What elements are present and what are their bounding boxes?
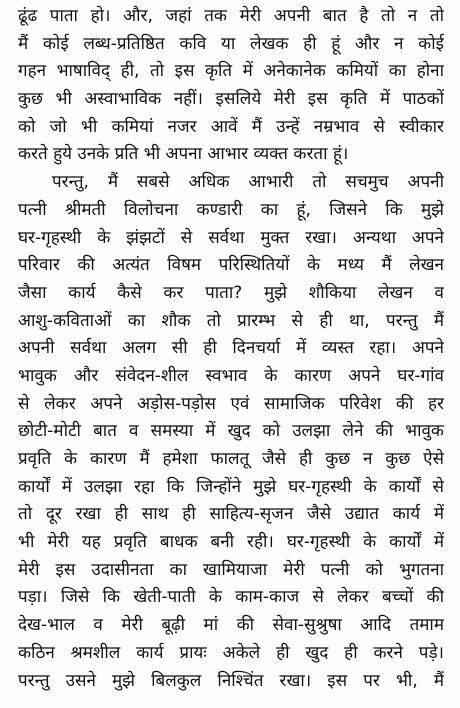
text-line: घर-गृहस्थी के झंझटों से सर्वथा मुक्त रखा। अन्यथा अपने bbox=[18, 227, 444, 248]
text-line: प्रवृति के कारण मैं हमेशा फालतू जैसे ही कुछ न कुछ ऐसे bbox=[18, 449, 444, 469]
text-line: मेरी इस उदासीनता का खामियाजा मेरी पत्नी को भुगतना bbox=[18, 559, 444, 580]
text-line: अपनी सर्वथा अलग सी ही दिनचर्या में व्यस्त रहा। अपने bbox=[18, 338, 444, 359]
text-line: जैसा कार्य कैसे कर पाता? मुझे शौकिया लेखन व bbox=[18, 282, 444, 303]
text-line: से लेकर अपने अड़ोस-पड़ोस एवं सामाजिक परिवेश की हर bbox=[18, 393, 444, 414]
text-line: गहन भाषाविद् ही, तो इस कृति में अनेकानेक कमियों का होना bbox=[18, 61, 444, 82]
text-line: कार्यों में उलझा रहा कि जिन्होंने मुझे घर-गृहस्थी के कार्यों से bbox=[18, 476, 444, 497]
text-line: कठिन श्रमशील कार्य प्रायः अकेले ही खुद ही करने पड़े। bbox=[18, 642, 444, 663]
text-line: आशु-कविताओं का शौक तो प्रारम्भ से ही था, परन्तु मैं bbox=[18, 310, 444, 331]
text-line: परिवार की अत्यंत विषम परिस्थितियों के मध्य मैं लेखन bbox=[18, 255, 444, 276]
text-line: कुछ भी अस्वाभाविक नहीं। इसलिये मेरी इस कृति में पाठकों bbox=[18, 89, 444, 110]
text-line: पड़ा। जिसे कि खेती-पाती के काम-काज से लेकर बच्चों की bbox=[18, 587, 444, 608]
body-text bbox=[18, 3, 444, 695]
text-line: पत्नी श्रीमती विलोचना कण्डारी का हूं, जिसने कि मुझे bbox=[18, 199, 444, 220]
text-line: को जो भी कमियां नजर आवें मैं उन्हें नम्रभाव से स्वीकार bbox=[18, 116, 444, 137]
paragraph-start-line: परन्तु, मैं सबसे अधिक आभारी तो सचमुच अपनी bbox=[52, 172, 444, 193]
text-line: परन्तु उसने मुझे बिलकुल निश्चिंत रखा। इस पर भी, मैं bbox=[18, 670, 444, 691]
text-line: तो दूर रखा ही साथ ही साहित्य-सृजन जैसे उद्यात कार्य में bbox=[18, 504, 444, 525]
text-line: देख-भाल व मेरी बूढ़ी मां की सेवा-सुश्रुषा आदि तमाम bbox=[18, 615, 444, 636]
text-line: मैं कोई लब्ध-प्रतिष्ठित कवि या लेखक ही हूं और न कोई bbox=[18, 33, 444, 54]
text-line: भी मेरी यह प्रवृति बाधक बनी रही। घर-गृहस्थी के कार्यों में bbox=[18, 532, 444, 553]
text-line: छोटी-मोटी बात व समस्या में खुद को उलझा लेने की भावुक bbox=[18, 421, 444, 442]
text-line: ढूंढ पाता हो। और, जहां तक मेरी अपनी बात है तो न तो bbox=[18, 6, 444, 26]
text-line: भावुक और संवेदन-शील स्वभाव के कारण अपने घर-गांव bbox=[18, 365, 444, 386]
text-line: करते हुये उनके प्रति भी अपना आभार व्यक्त करता हूं। bbox=[18, 144, 349, 165]
